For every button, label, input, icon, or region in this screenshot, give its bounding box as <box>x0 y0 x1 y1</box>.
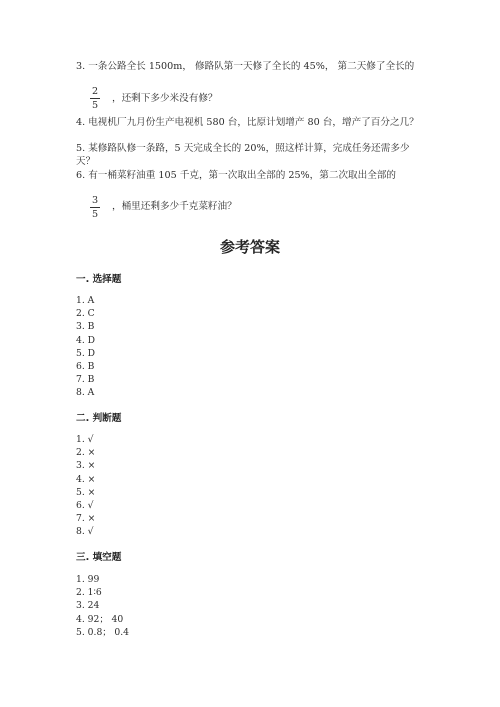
answers-title: 参考答案 <box>219 238 280 256</box>
list-item: 5. D <box>76 347 96 359</box>
list-item: 1. A <box>76 295 95 306</box>
list-item: 1. √ <box>76 434 94 445</box>
section-heading-choice: 一. 选择题 <box>76 274 122 285</box>
question-4-text: 4. 电视机厂九月份生产电视机 580 台，比原计划增产 80 台，增产了百分之几？ <box>76 117 419 128</box>
answer-list-fill <box>76 573 129 639</box>
list-item: 7. B <box>76 374 95 386</box>
answer-list-choice <box>76 294 95 400</box>
fraction-denominator: 5 <box>91 209 99 220</box>
question-6-fraction <box>90 195 100 220</box>
fraction-denominator: 5 <box>91 100 99 111</box>
fraction-bar <box>90 98 100 99</box>
answer-list-judgement <box>76 433 95 539</box>
fraction-numerator: 3 <box>91 195 99 206</box>
section-heading-judgement: 二. 判断题 <box>76 413 122 424</box>
fraction-bar <box>90 207 100 208</box>
fraction-numerator: 2 <box>91 86 99 97</box>
list-item: 6. √ <box>76 500 94 512</box>
question-6-continuation: ，桶里还剩多少千克菜籽油？ <box>112 201 237 212</box>
list-item: 3. × <box>76 460 96 472</box>
question-3-text: 3. 一条公路全长 1500m， 修路队第一天修了全长的 45%， 第二天修了全长的 <box>76 61 415 72</box>
list-item: 4. × <box>76 473 96 485</box>
list-item: 6. B <box>76 361 95 373</box>
list-item: 2. C <box>76 308 95 320</box>
list-item: 8. √ <box>76 526 94 538</box>
question-5-text: 5. 某修路队修一条路，5 天完成全长的 20%，照这样计算，完成任务还需多少 <box>76 143 410 154</box>
list-item: 4. D <box>76 334 96 346</box>
question-3-fraction <box>90 86 100 111</box>
section-heading-fill: 三. 填空题 <box>76 552 122 563</box>
list-item: 7. × <box>76 513 96 525</box>
list-item: 5. 0.8； 0.4 <box>76 626 130 638</box>
list-item: 2. 1∶6 <box>76 587 102 599</box>
list-item: 3. 24 <box>76 600 100 612</box>
list-item: 4. 92； 40 <box>76 613 124 625</box>
list-item: 3. B <box>76 321 95 333</box>
question-6-text: 6. 有一桶菜籽油重 105 千克，第一次取出全部的 25%，第二次取出全部的 <box>76 170 397 181</box>
question-3-continuation: ，还剩下多少米没有修？ <box>112 93 218 104</box>
list-item: 8. A <box>76 387 95 399</box>
question-5-continuation: 天？ <box>76 156 96 167</box>
list-item: 2. × <box>76 447 96 459</box>
list-item: 5. × <box>76 486 96 498</box>
list-item: 1. 99 <box>76 574 100 585</box>
